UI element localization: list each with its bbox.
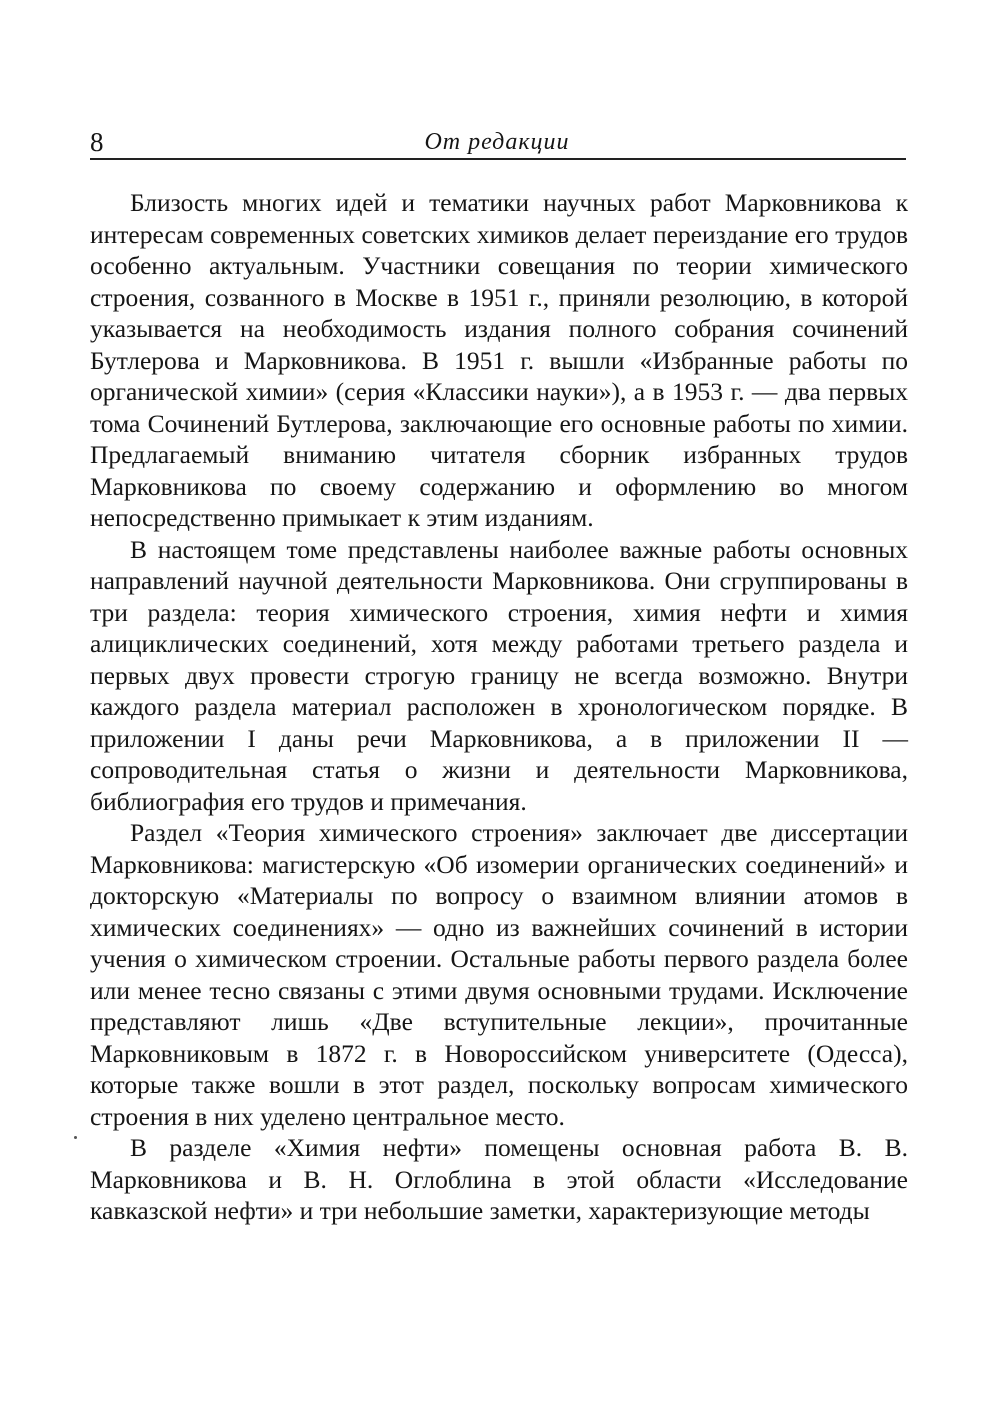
paragraph-1: Близость многих идей и тематики научных работ Марковникова к интересам современных советских химиков делает переиздание его трудов особенно актуальным. Участники совещания по теории химического строения, созванного в Москве в 1951 г., приняли резолюцию, в которой указывается на необходимость издания полного собрания сочинений Бутлерова и Марковникова. В 1951 г. вышли «Избранные работы по органической химии» (серия «Классики науки»), а в 1953 г. — два первых тома Сочинений Бутлерова, заключающие его основные работы по химии. Предлагаемый вниманию читателя сборник избранных трудов Марковникова по своему содержанию и оформлению во многом непосредственно примыкает к этим изданиям. bbox=[90, 188, 908, 532]
running-head bbox=[88, 124, 906, 160]
print-speck bbox=[74, 1136, 77, 1139]
body-text bbox=[90, 187, 908, 1227]
header-rule bbox=[90, 158, 906, 160]
paragraph-3: Раздел «Теория химического строения» заключает две диссертации Марковникова: магистерскую «Об изомерии органических соединений» и докторскую «Материалы по вопросу о взаимном влиянии атомов в химических соединениях» — одно из важнейших сочинений в истории учения о химическом строении. Остальные работы первого раздела более или менее тесно связаны с этими двумя основными трудами. Исключение представляют лишь «Две вступительные лекции», прочитанные Марковниковым в 1872 г. в Новороссийском университете (Одесса), которые также вошли в этот раздел, поскольку вопросам химического строения в них уделено центральное место. bbox=[90, 818, 908, 1131]
paragraph-4: В разделе «Химия нефти» помещены основная работа В. В. Марковникова и В. Н. Оглоблина в этой области «Исследование кавказской нефти» и три небольшие заметки, характеризующие методы bbox=[90, 1133, 908, 1225]
page-number: 8 bbox=[90, 127, 104, 157]
running-title: От редакции bbox=[424, 129, 570, 155]
paragraph-2: В настоящем томе представлены наиболее важные работы основных направлений научной деятельности Марковникова. Они сгруппированы в три раздела: теория химического строения, химия нефти и химия алициклических соединений, хотя между работами третьего раздела и первых двух провести строгую границу не всегда возможно. Внутри каждого раздела материал расположен в хронологическом порядке. В приложении I даны речи Марковникова, а в приложении II — сопроводительная статья о жизни и деятельности Марковникова, библиография его трудов и примечания. bbox=[90, 534, 908, 816]
